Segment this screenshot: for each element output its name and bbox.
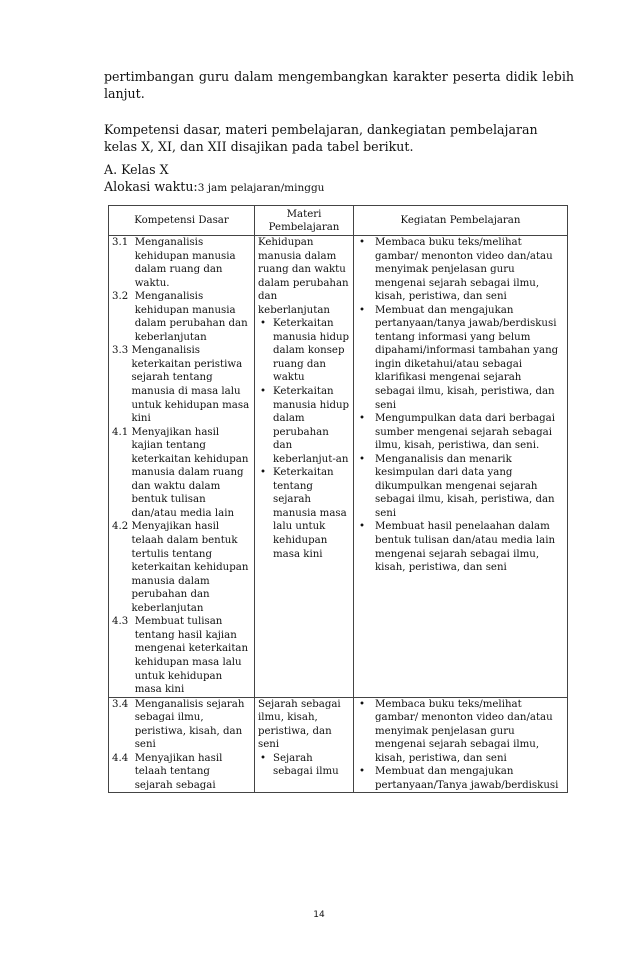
kd-text: Menyajikan hasil telaah dalam bentuk tertulis tentang keterkaitan kehidupan manusia dalam perubahan dan keberlanjutan (131, 521, 249, 614)
kd-text: Menyajikan hasil telaah tentang sejarah sebagai (134, 752, 223, 791)
kd-item (112, 290, 251, 344)
kd-number: 4.3 (112, 616, 135, 628)
section-kelas-x (104, 161, 574, 197)
kd-text: Menganalisis kehidupan manusia dalam ruang dan waktu. (134, 237, 236, 289)
header-materi-pembelajaran: Materi Pembelajaran (255, 206, 354, 236)
alokasi-value: 3 jam pelajaran/minggu (197, 182, 325, 194)
section-heading: A. Kelas X (104, 162, 169, 177)
paragraph-karakter: pertimbangan guru dalam mengembangkan karakter peserta didik lebih lanjut. (104, 69, 574, 101)
kompetensi-table (108, 205, 568, 793)
kd-item (112, 752, 251, 793)
table-header-row (109, 206, 568, 236)
kd-text: Menyajikan hasil kajian tentang keterkaitan kehidupan manusia dalam ruang dan waktu dalam bentuk tulisan dan/atau media lain (131, 426, 249, 519)
kd-item (112, 344, 251, 425)
materi-intro: Kehidupan manusia dalam ruang dan waktu dalam perubahan dan keberlanjutan (258, 237, 349, 316)
list-item: • Membaca buku teks/melihat gambar/ menonton video dan/atau menyimak penjelasan guru mengenai sejarah sebagai ilmu, kisah, peristiwa, dan seni (357, 236, 564, 304)
kd-number: 3.4 (112, 698, 135, 710)
table-row (109, 697, 568, 793)
list-item: • Mengumpulkan data dari berbagai sumber mengenai sejarah sebagai ilmu, kisah, peristiwa, dan seni. (357, 412, 564, 453)
kd-cell (109, 697, 255, 793)
materi-cell (255, 236, 354, 698)
kd-number: 4.2 (112, 521, 132, 533)
list-item: • Menganalisis dan menarik kesimpulan dari data yang dikumpulkan mengenai sejarah sebagai ilmu, kisah, peristiwa, dan seni (357, 453, 564, 521)
list-item: • Keterkaitan tentang sejarah manusia masa lalu untuk kehidupan masa kini (258, 466, 350, 561)
kd-item (112, 236, 251, 290)
paragraph-kompetensi-intro: Kompetensi dasar, materi pembelajaran, dankegiatan pembelajaran kelas X, XI, dan XII disajikan pada tabel berikut. (104, 122, 538, 154)
kd-number: 3.2 (112, 291, 135, 303)
list-item: • Keterkaitan manusia hidup dalam perubahan dan keberlanjut-an (258, 385, 350, 466)
kd-cell (109, 236, 255, 698)
kd-item (112, 426, 251, 521)
kegiatan-list (357, 698, 564, 793)
materi-intro: Sejarah sebagai ilmu, kisah, peristiwa, dan seni (258, 698, 341, 751)
list-item: • Membuat hasil penelaahan dalam bentuk tulisan dan/atau media lain mengenai sejarah sebagai ilmu, kisah, peristiwa, dan seni (357, 520, 564, 574)
list-item: • Membuat dan mengajukan pertanyaan/Tanya jawab/berdiskusi (357, 765, 564, 792)
kd-number: 3.3 (112, 345, 132, 357)
list-item: • Keterkaitan manusia hidup dalam konsep ruang dan waktu (258, 317, 350, 385)
kegiatan-list (357, 236, 564, 575)
kd-number: 4.1 (112, 426, 132, 438)
materi-cell (255, 697, 354, 793)
kd-text: Menganalisis keterkaitan peristiwa sejarah tentang manusia di masa lalu untuk kehidupan masa kini (131, 345, 250, 425)
kegiatan-cell (354, 236, 568, 698)
kd-text: Membuat tulisan tentang hasil kajian mengenai keterkaitan kehidupan masa lalu untuk kehidupan masa kini (134, 616, 249, 696)
kd-item (112, 520, 251, 615)
kegiatan-cell (354, 697, 568, 793)
materi-list (258, 317, 350, 561)
list-item: • Membuat dan mengajukan pertanyaan/tanya jawab/berdiskusi tentang informasi yang belum dipahami/informasi tambahan yang ingin diketahui/atau sebagai klarifikasi mengenai sejarah sebagai ilmu, kisah, peristiwa, dan seni (357, 304, 564, 412)
materi-list (258, 752, 350, 779)
list-item: • Membaca buku teks/melihat gambar/ menonton video dan/atau menyimak penjelasan guru mengenai sejarah sebagai ilmu, kisah, peristiwa, dan seni (357, 698, 564, 766)
alokasi-label: Alokasi waktu: (104, 179, 198, 194)
kd-text: Menganalisis sejarah sebagai ilmu, peristiwa, kisah, dan seni (134, 698, 245, 751)
kd-item (112, 615, 251, 696)
kd-number: 4.4 (112, 752, 135, 764)
kd-text: Menganalisis kehidupan manusia dalam perubahan dan keberlanjutan (134, 291, 248, 343)
header-kegiatan-pembelajaran: Kegiatan Pembelajaran (354, 206, 568, 236)
table-row (109, 236, 568, 698)
list-item: • Sejarah sebagai ilmu (258, 752, 350, 779)
alokasi-waktu (104, 178, 574, 197)
kd-item (112, 698, 251, 752)
kd-number: 3.1 (112, 237, 135, 248)
page-number: 14 (313, 910, 325, 920)
header-kompetensi-dasar: Kompetensi Dasar (109, 206, 255, 236)
